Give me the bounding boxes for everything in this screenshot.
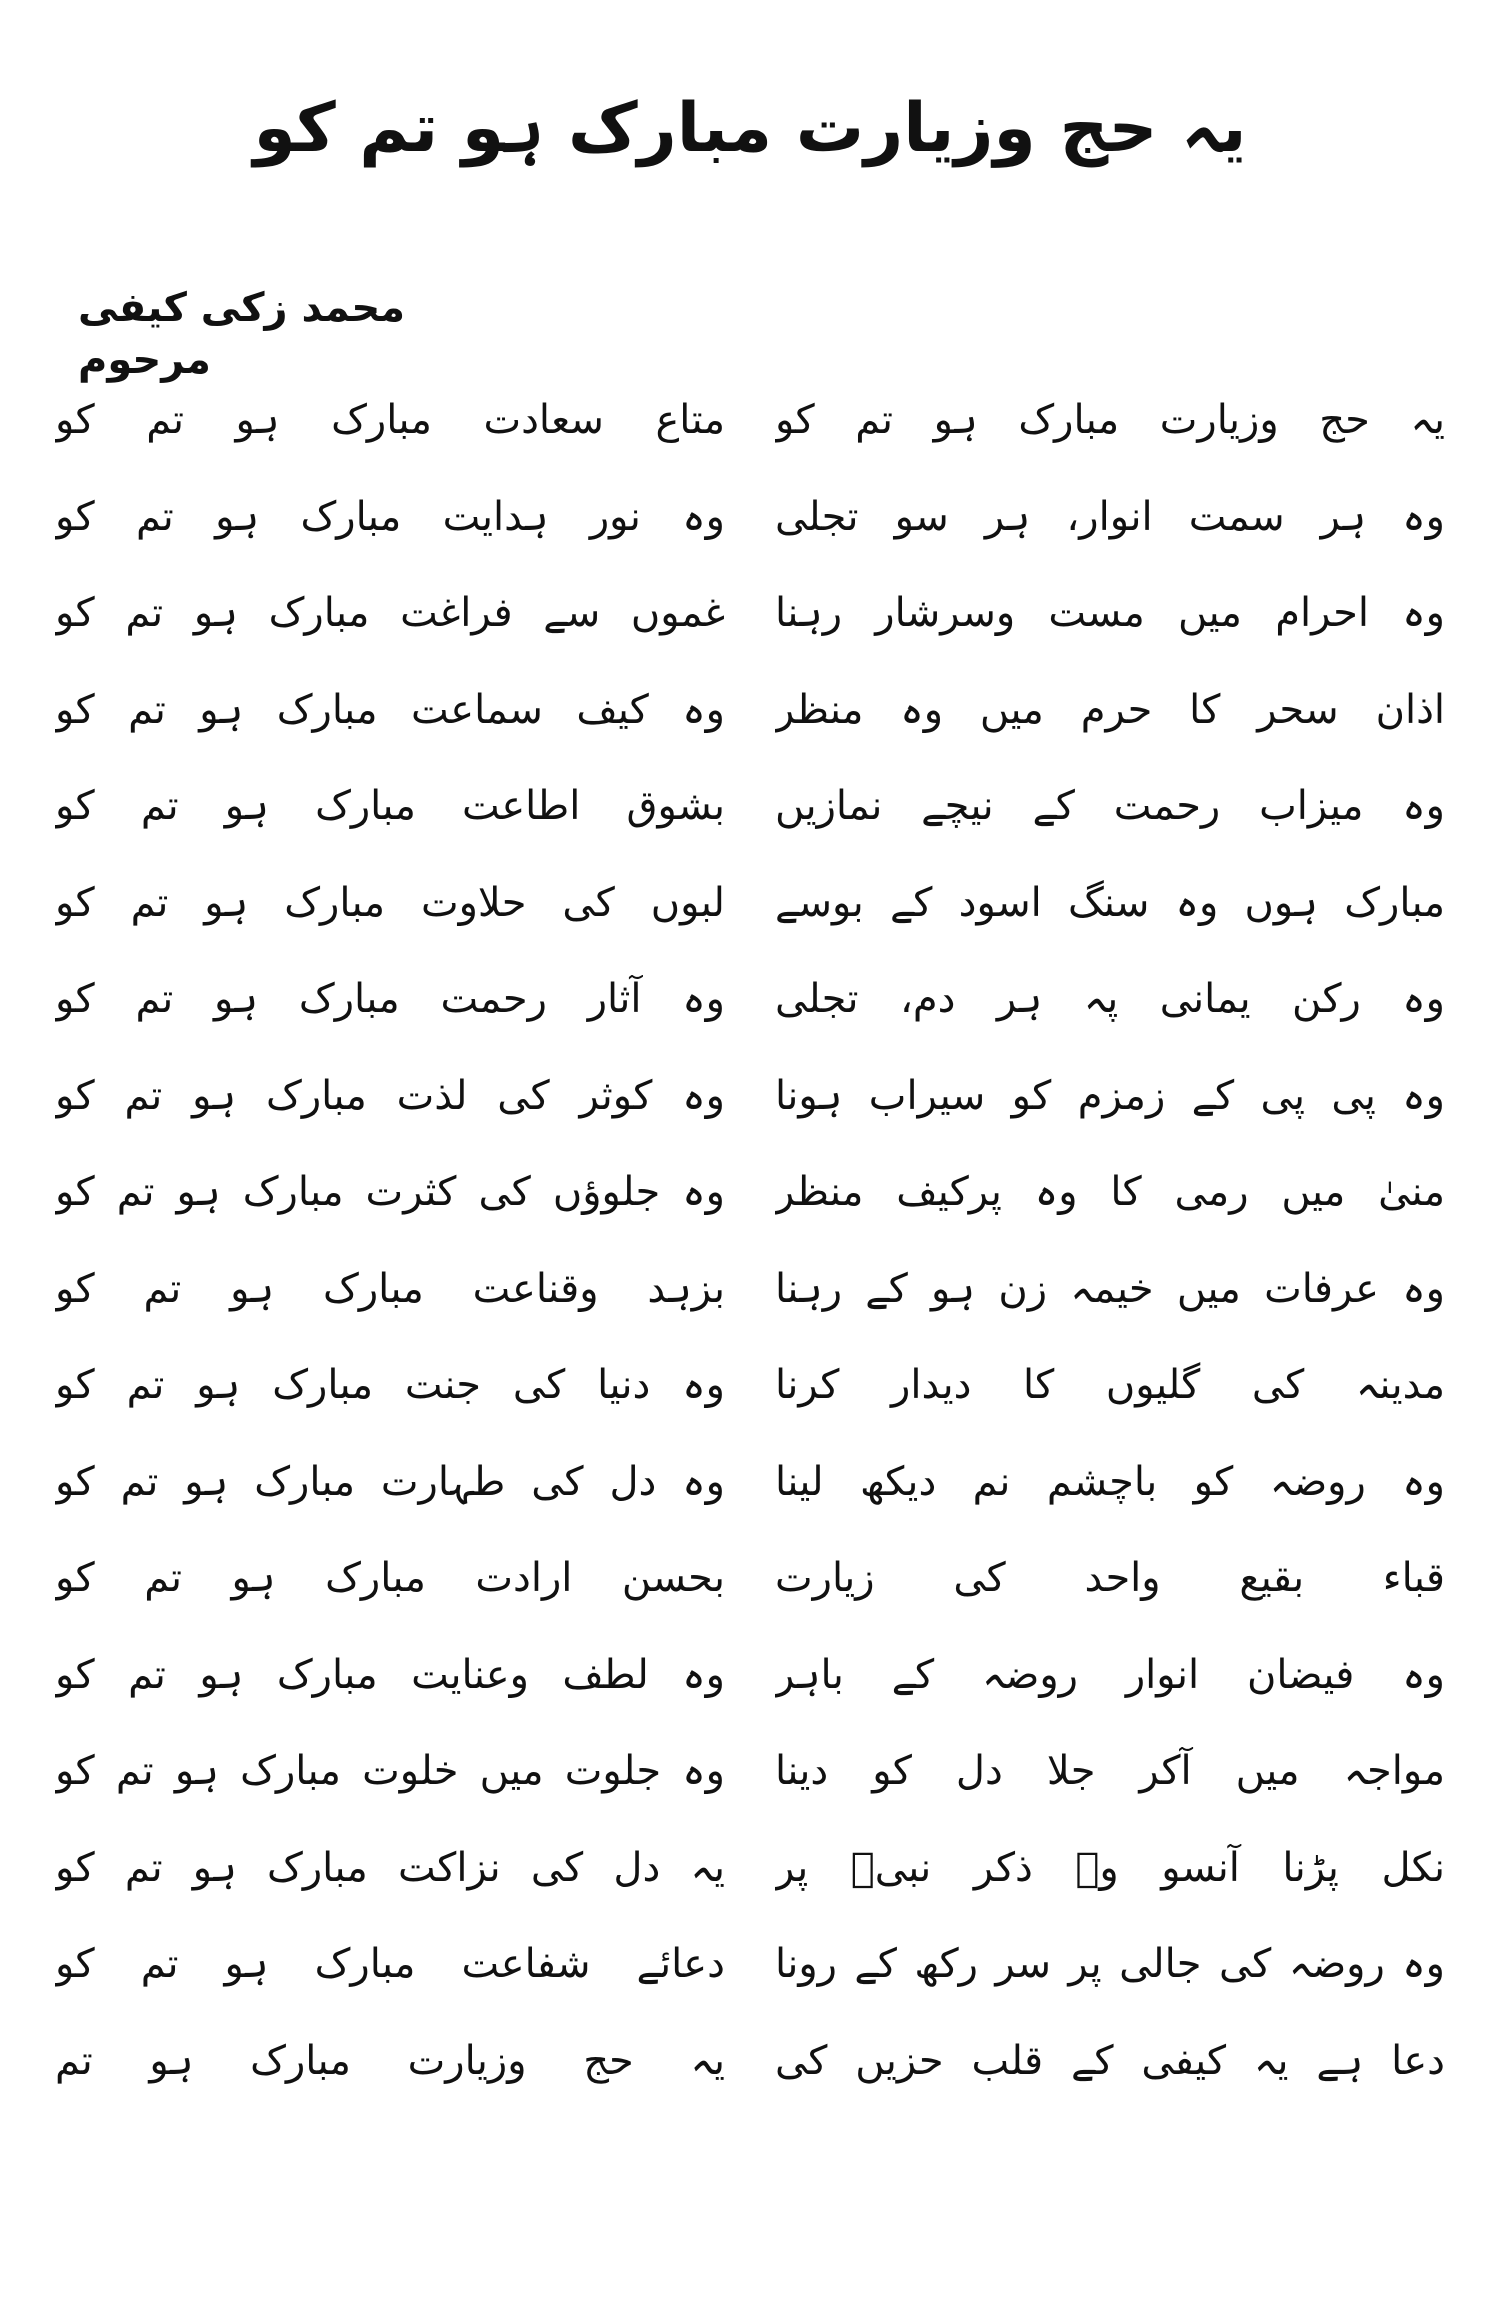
couplet [55, 1048, 1445, 1145]
second-hemistich: متاع سعادت مبارک ہو تم کو [55, 397, 725, 444]
couplet [55, 1144, 1445, 1241]
second-hemistich: بشوق اطاعت مبارک ہو تم کو [55, 783, 725, 830]
first-hemistich: مواجہ میں آکر جلا دل کو دینا [775, 1748, 1445, 1795]
couplet [55, 1241, 1445, 1338]
couplet [55, 662, 1445, 759]
first-hemistich: مدینہ کی گلیوں کا دیدار کرنا [775, 1362, 1445, 1409]
second-hemistich: وہ کیف سماعت مبارک ہو تم کو [55, 686, 725, 733]
second-hemistich: لبوں کی حلاوت مبارک ہو تم کو [55, 879, 725, 926]
first-hemistich: یہ حج وزیارت مبارک ہو تم کو [775, 397, 1445, 444]
first-hemistich: وہ احرام میں مست وسرشار رہنا [775, 590, 1445, 637]
first-hemistich: قباء بقیع واحد کی زیارت [775, 1555, 1445, 1602]
couplet [55, 372, 1445, 469]
couplet-list [55, 372, 1445, 2109]
second-hemistich: یہ حج وزیارت مبارک ہو تم [55, 2037, 725, 2084]
second-hemistich: بزہد وقناعت مبارک ہو تم کو [55, 1265, 725, 1312]
couplet [55, 855, 1445, 952]
first-hemistich: وہ روضہ کو باچشم نم دیکھ لینا [775, 1458, 1445, 1505]
second-hemistich: وہ نور ہدایت مبارک ہو تم کو [55, 493, 725, 540]
first-hemistich: وہ فیضان انوار روضہ کے باہر [775, 1651, 1445, 1698]
couplet [55, 758, 1445, 855]
first-hemistich: دعا ہے یہ کیفی کے قلب حزیں کی [775, 2037, 1445, 2084]
second-hemistich: غموں سے فراغت مبارک ہو تم کو [55, 590, 725, 637]
couplet [55, 1627, 1445, 1724]
first-hemistich: اذان سحر کا حرم میں وہ منظر [775, 686, 1445, 733]
second-hemistich: وہ آثار رحمت مبارک ہو تم کو [55, 976, 725, 1023]
second-hemistich: وہ دل کی طہارت مبارک ہو تم کو [55, 1458, 725, 1505]
first-hemistich: وہ عرفات میں خیمہ زن ہو کے رہنا [775, 1265, 1445, 1312]
first-hemistich: وہ پی پی کے زمزم کو سیراب ہونا [775, 1072, 1445, 1119]
second-hemistich: وہ جلوؤں کی کثرت مبارک ہو تم کو [55, 1169, 725, 1216]
second-hemistich: بحسن ارادت مبارک ہو تم کو [55, 1555, 725, 1602]
couplet [55, 1530, 1445, 1627]
second-hemistich: وہ دنیا کی جنت مبارک ہو تم کو [55, 1362, 725, 1409]
couplet [55, 1820, 1445, 1917]
first-hemistich: وہ ہر سمت انوار، ہر سو تجلی [775, 493, 1445, 540]
couplet [55, 1337, 1445, 1434]
couplet [55, 565, 1445, 662]
couplet [55, 951, 1445, 1048]
couplet [55, 2013, 1445, 2110]
couplet [55, 1723, 1445, 1820]
first-hemistich: وہ رکن یمانی پہ ہر دم، تجلی [775, 976, 1445, 1023]
couplet [55, 1434, 1445, 1531]
couplet [55, 469, 1445, 566]
first-hemistich: وہ روضہ کی جالی پر سر رکھ کے رونا [775, 1941, 1445, 1988]
first-hemistich: وہ میزاب رحمت کے نیچے نمازیں [775, 783, 1445, 830]
poem-title: یہ حج وزیارت مبارک ہو تم کو [253, 89, 1247, 168]
poet-name: محمد زکی کیفی مرحوم [78, 285, 405, 383]
first-hemistich: مبارک ہوں وہ سنگ اسود کے بوسے [775, 879, 1445, 926]
second-hemistich: یہ دل کی نزاکت مبارک ہو تم کو [55, 1844, 725, 1891]
second-hemistich: وہ لطف وعنایت مبارک ہو تم کو [55, 1651, 725, 1698]
first-hemistich: منیٰ میں رمی کا وہ پرکیف منظر [775, 1169, 1445, 1216]
second-hemistich: وہ کوثر کی لذت مبارک ہو تم کو [55, 1072, 725, 1119]
first-hemistich: نکل پڑنا آنسو وہ ذکر نبیؐ پر [775, 1844, 1445, 1891]
second-hemistich: دعائے شفاعت مبارک ہو تم کو [55, 1941, 725, 1988]
second-hemistich: وہ جلوت میں خلوت مبارک ہو تم کو [55, 1748, 725, 1795]
couplet [55, 1916, 1445, 2013]
